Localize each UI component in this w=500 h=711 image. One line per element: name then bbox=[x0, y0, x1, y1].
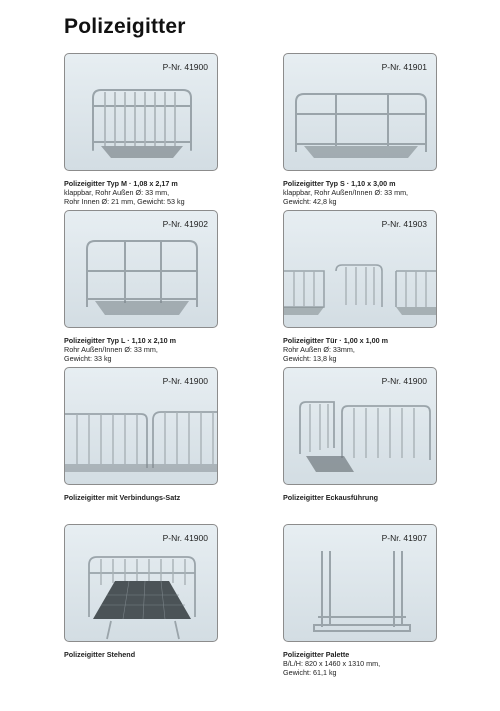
product-name: Polizeigitter Tür · 1,00 x 1,00 m bbox=[283, 336, 389, 345]
product-number: P-Nr. 41907 bbox=[381, 533, 427, 543]
product-name: Polizeigitter Typ S · 1,10 x 3,00 m bbox=[283, 179, 396, 188]
product-card-typ-s bbox=[283, 53, 437, 171]
product-caption-typ-l bbox=[64, 336, 229, 364]
product-name: Polizeigitter Typ L · 1,10 x 2,10 m bbox=[64, 336, 176, 345]
page-title: Polizeigitter bbox=[64, 15, 186, 38]
product-card-pallet bbox=[283, 524, 437, 642]
product-card-door bbox=[283, 210, 437, 328]
product-spec-line: Rohr Außen Ø: 33mm, bbox=[283, 345, 355, 355]
product-caption-connector bbox=[64, 493, 229, 502]
product-caption-typ-s bbox=[283, 179, 448, 207]
product-number: P-Nr. 41900 bbox=[162, 533, 208, 543]
product-caption-pallet bbox=[283, 650, 448, 678]
product-number: P-Nr. 41903 bbox=[381, 219, 427, 229]
product-spec-line: klappbar, Rohr Außen/Innen Ø: 33 mm, bbox=[283, 188, 409, 198]
product-spec-line: Rohr Außen/Innen Ø: 33 mm, bbox=[64, 345, 158, 355]
product-caption-door bbox=[283, 336, 448, 364]
product-number: P-Nr. 41900 bbox=[381, 376, 427, 386]
product-name: Polizeigitter Typ M · 1,08 x 2,17 m bbox=[64, 179, 178, 188]
product-name: Polizeigitter Stehend bbox=[64, 650, 136, 659]
product-spec-line: B/L/H: 820 x 1460 x 1310 mm, bbox=[283, 659, 381, 669]
product-name: Polizeigitter mit Verbindungs-Satz bbox=[64, 493, 181, 502]
product-spec-line: klappbar, Rohr Außen Ø: 33 mm, bbox=[64, 188, 170, 198]
product-card-typ-l bbox=[64, 210, 218, 328]
product-spec-line: Gewicht: 13,8 kg bbox=[283, 354, 337, 364]
product-caption-standing bbox=[64, 650, 229, 659]
product-spec-line: Rohr Innen Ø: 21 mm, Gewicht: 53 kg bbox=[64, 197, 185, 207]
product-spec-line: Gewicht: 42,8 kg bbox=[283, 197, 337, 207]
product-name: Polizeigitter Palette bbox=[283, 650, 350, 659]
product-card-connector bbox=[64, 367, 218, 485]
product-caption-typ-m bbox=[64, 179, 229, 207]
product-card-typ-m bbox=[64, 53, 218, 171]
product-number: P-Nr. 41902 bbox=[162, 219, 208, 229]
product-number: P-Nr. 41900 bbox=[162, 62, 208, 72]
product-card-corner bbox=[283, 367, 437, 485]
product-name: Polizeigitter Eckausführung bbox=[283, 493, 379, 502]
product-caption-corner bbox=[283, 493, 448, 502]
product-spec-line: Gewicht: 61,1 kg bbox=[283, 668, 337, 678]
product-number: P-Nr. 41901 bbox=[381, 62, 427, 72]
product-spec-line: Gewicht: 33 kg bbox=[64, 354, 112, 364]
product-card-standing bbox=[64, 524, 218, 642]
product-number: P-Nr. 41900 bbox=[162, 376, 208, 386]
